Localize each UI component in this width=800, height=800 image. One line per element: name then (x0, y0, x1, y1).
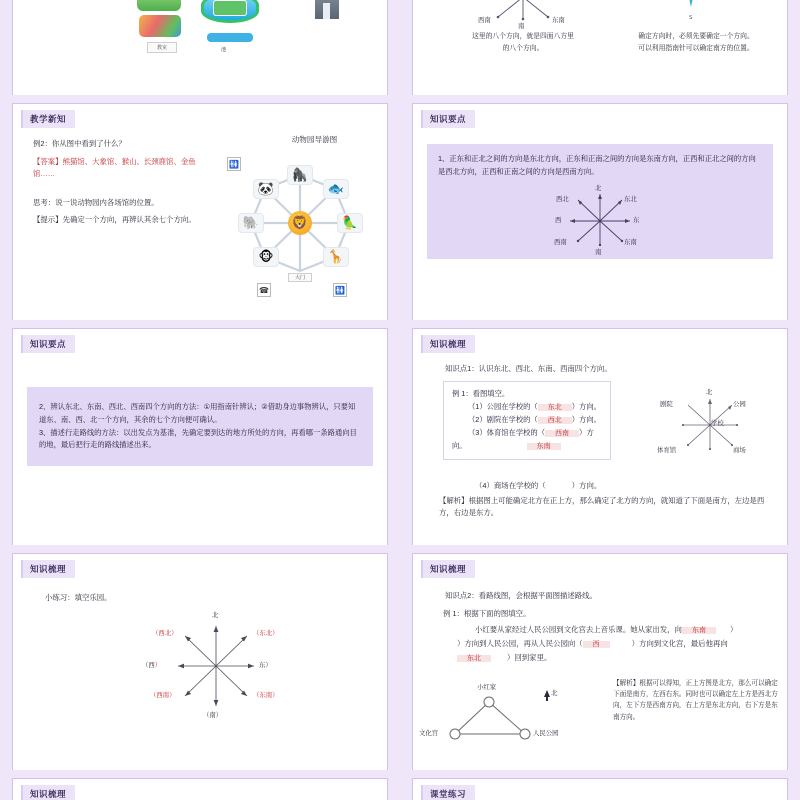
slide-1[interactable] (12, 0, 388, 96)
slide-cell-9[interactable] (0, 770, 400, 800)
stadium-label: 池 (221, 47, 227, 53)
slide-cell-8[interactable] (400, 545, 800, 783)
section-tag-key-points-2: 知识要点 (21, 335, 75, 353)
item-1-num: （1） (468, 401, 487, 411)
practice-title: 小练习：填空乐园。 (45, 593, 112, 602)
ex2-answer-2: 西 (583, 641, 610, 648)
practice-south-tail: ） (215, 712, 223, 719)
caption-line-4: 可以利用指南针可以确定南方的位置。 (638, 44, 754, 52)
slide-3[interactable] (12, 103, 388, 321)
item-4-num: （4） (475, 481, 494, 490)
compass-label-south: 南 (595, 248, 602, 256)
route-label-home: 小红家 (477, 684, 497, 691)
zoo-node-parrot: 🦜 (337, 213, 363, 233)
item-2-num: （2） (468, 414, 487, 424)
zoo-node-elephant: 🐘 (238, 213, 264, 233)
think-line (33, 197, 213, 209)
item-4-tail: ）方向。 (571, 481, 602, 490)
compass-label-north: 北 (595, 184, 602, 192)
zoo-node-fish: 🐟 (323, 179, 349, 199)
slide-6[interactable] (412, 328, 788, 546)
example-1-item-1 (452, 401, 602, 414)
blue-bar (207, 33, 253, 42)
ex2-answer-3: 东北 (457, 655, 491, 662)
item-1-answer: 东北 (538, 404, 572, 411)
slide-7[interactable] (12, 553, 388, 771)
item-2-tail: ）方向。 (571, 414, 601, 424)
compass-label-northeast: 东北 (624, 195, 637, 203)
practice-south-text: （南 (203, 712, 216, 719)
school-direction-diagram (655, 385, 765, 465)
section-tag-review-2: 知识梳理 (21, 560, 75, 578)
item-3-text: 体育馆在学校的（ (486, 427, 546, 437)
ex2-body-1: 小红要从家经过人民公园到文化宫去上音乐课。她从家出发，向 (475, 625, 682, 634)
analysis-2 (613, 678, 778, 723)
ex2-answer-1: 东南 (682, 627, 716, 634)
slide-8[interactable] (412, 553, 788, 771)
answer-text: 熊猫馆、大象馆、猴山、长颈鹿馆、金鱼馆…… (33, 157, 196, 179)
example-1-title: 例 1：看图填空。 (452, 389, 510, 398)
example-1-box (443, 381, 611, 460)
knowledge-point-1-title: 知识点1：认识东北、西北、东南、西南四个方向。 (445, 364, 612, 373)
item-3-answer: 西南 (545, 430, 579, 437)
example2-question: 例2：你从图中看到了什么？ (33, 139, 126, 148)
slide-cell-7[interactable] (0, 545, 400, 783)
caption-line-2: 的八个方向。 (502, 44, 544, 52)
slide-cell-2[interactable] (400, 0, 800, 108)
section-tag-key-points-1: 知识要点 (421, 110, 475, 128)
example-2-body-line2 (457, 638, 787, 651)
example-2-title: 例 1：根据下面的图填空。 (443, 609, 531, 618)
item-1-tail: ）方向。 (571, 401, 601, 411)
hint-label: 【提示】 (33, 214, 63, 224)
answer-label: 【答案】 (33, 157, 63, 167)
section-tag-new-lesson: 教学新知 (21, 110, 75, 128)
example-2-body-line3 (457, 652, 551, 665)
slide-4[interactable] (412, 103, 788, 321)
key-point-1-text: 1、正东和正北之间的方向是东北方向，正东和正南之间的方向是东南方向，正西和正北之间的方向是西北方向，正西和正南之间的方向是西南方向。 (438, 154, 756, 176)
slide-5[interactable] (12, 328, 388, 546)
zoo-main-gate: 大门 (288, 273, 312, 282)
item-2-answer: 西北 (538, 417, 572, 424)
tower-window (323, 3, 330, 19)
section-tag-class-practice: 课堂练习 (421, 785, 475, 800)
compass-label-west: 西 (555, 216, 562, 224)
slide-cell-5[interactable] (0, 320, 400, 558)
slide2-caption-right (611, 31, 781, 54)
practice-label-northeast: （东北） (253, 630, 279, 637)
rose-label-south: S (689, 15, 693, 21)
zoo-node-lion-center: 🦁 (288, 211, 312, 235)
example-1-item-2 (452, 414, 602, 427)
item-3-tail: ）方 (579, 427, 594, 437)
diagram-label-mall: 商场 (733, 447, 746, 454)
key-point-3-text: 3、描述行走路线的方法：以出发点为基准，先确定要到达的地方所处的方向，再看哪一条路通向目的地，最后把行走的路线描述出来。 (39, 427, 357, 450)
practice-west-text: （西 (142, 662, 155, 669)
zoo-map-title: 动物园导游图 (291, 135, 338, 144)
item-3-num: （3） (468, 427, 487, 437)
practice-label-north: 北 (212, 612, 219, 619)
practice-label-west (142, 660, 161, 669)
item-2-text: 剧院在学校的（ (486, 414, 538, 424)
compass-label-southwest: 西南 (478, 17, 491, 24)
item-3-cont-text: 向。 (452, 440, 467, 450)
caption-line-1: 这里的八个方向，就是四面八方里 (472, 33, 574, 40)
stadium-field (213, 0, 247, 16)
slide-cell-6[interactable] (400, 320, 800, 558)
analysis-1-label: 【解析】 (439, 496, 469, 505)
slide-2[interactable] (412, 0, 788, 96)
item-1-text: 公园在学校的（ (486, 401, 538, 411)
example-1-item-3 (452, 427, 602, 440)
slide-9[interactable] (12, 778, 388, 800)
practice-label-southwest: （西南） (150, 692, 176, 699)
ex2-body-3: ）方向到文化宫，最后他再向 (631, 639, 728, 648)
route-triangle-diagram (419, 676, 619, 750)
example-1-item-4 (475, 480, 601, 492)
compass-label-southeast: 东南 (552, 17, 565, 24)
compass-label-east: 东 (633, 216, 640, 224)
zoo-node-gorilla: 🦍 (287, 165, 313, 185)
zoo-node-panda: 🐼 (253, 179, 279, 199)
compass-rose-graphic (641, 0, 741, 27)
slide-cell-10[interactable] (400, 770, 800, 800)
compass-diagram-8way-slide4 (540, 185, 660, 257)
compass-label-southwest: 西南 (554, 238, 567, 246)
slide3-text-column (33, 138, 213, 226)
zoo-node-giraffe: 🦒 (323, 247, 349, 267)
key-point-2-text: 2、辨认东北、东南、西北、西南四个方向的方法：①用指南针辨认；②借助身边事物辨认，只要知道东、南、西、北一个方向，其余的七个方向便可确认。 (39, 402, 356, 424)
analysis-1-text: 根据图上可能确定北方在正上方，那么确定了北方的方向，就知道了下面是南方，左边是西方，右边是东方。 (439, 496, 765, 518)
section-tag-review-1: 知识梳理 (421, 335, 475, 353)
restroom-icon-bottom-right: 🚻 (333, 283, 347, 297)
section-tag-review-4: 知识梳理 (21, 785, 75, 800)
restroom-icon-top-left: 🚻 (227, 157, 241, 171)
slide-cell-1[interactable] (0, 0, 400, 108)
route-label-culture: 文化宫 (419, 730, 439, 737)
practice-west-tail: ） (154, 662, 162, 669)
telephone-icon: ☎ (257, 283, 271, 297)
zoo-map (213, 134, 388, 314)
analysis-2-text: 根据可以得知，正上方图是北方，那么可以确定下面是南方，左西右东。同时也可以确定左上方是西北方向，左下方是西南方向，右上方是东北方向，右下方是东南方向。 (613, 680, 778, 721)
hint-text: 先确定一个方向，再辨认其余七个方向。 (62, 214, 196, 224)
compass-label-south: 南 (518, 23, 525, 30)
key-point-1-box (427, 144, 773, 259)
diagram-label-north: 北 (706, 389, 713, 396)
route-label-park: 人民公园 (533, 730, 559, 737)
diagram-label-theater: 剧院 (660, 401, 673, 408)
ex2-body-4: ）回到家里。 (507, 653, 552, 662)
key-points-23-box (27, 387, 373, 466)
diagram-label-gym: 体育馆 (657, 447, 677, 454)
example-1-item-3-cont (452, 440, 602, 453)
route-north-label: 北 (551, 690, 558, 697)
section-tag-review-3: 知识梳理 (421, 560, 475, 578)
knowledge-point-2-title: 知识点2：看路线图，会根据平面图描述路线。 (445, 591, 597, 600)
analysis-2-label: 【解析】 (613, 680, 640, 687)
practice-label-east (259, 660, 272, 669)
slide2-caption-left (443, 31, 603, 54)
practice-label-southeast: （东南） (253, 692, 279, 699)
slide-cell-4[interactable] (400, 95, 800, 333)
diagram-label-park: 公园 (733, 401, 746, 408)
item-3-extra-answer: 东南 (527, 443, 561, 450)
think-label: 思考： (33, 197, 56, 207)
diagram-label-school: 学校 (711, 420, 724, 427)
practice-east-tail: ） (265, 662, 272, 669)
compass-diagram-8way (468, 0, 578, 30)
practice-label-northwest: （西北） (152, 630, 178, 637)
practice-east-text: 东 (259, 662, 266, 669)
example-2-body: 小红要从家经过人民公园到文化宫去上音乐课。她从家出发，向 东南 ） (475, 625, 738, 634)
ex2-body-2: ）方向到人民公园，再从人民公园向（ (457, 639, 583, 648)
think-text: 说一说动物园内各场馆的位置。 (55, 197, 159, 207)
compass-label-northwest: 西北 (556, 195, 569, 203)
zoo-node-monkey: 🐵 (253, 247, 279, 267)
slide-cell-3[interactable] (0, 95, 400, 333)
hint-line (33, 214, 213, 226)
classroom-label-box: 教室 (147, 42, 177, 53)
example2-answer (33, 156, 213, 180)
item-4-text: 商场在学校的（ (493, 481, 546, 490)
analysis-1 (439, 495, 769, 519)
colorful-playground-illustration (139, 15, 181, 37)
green-building-illustration (137, 0, 181, 11)
caption-line-3: 确定方向时，必须先要确定一个方向。 (638, 33, 754, 40)
practice-label-south (203, 710, 222, 719)
practice-compass-diagram (141, 606, 291, 724)
compass-label-southeast: 东南 (624, 238, 637, 246)
slide-10[interactable] (412, 778, 788, 800)
